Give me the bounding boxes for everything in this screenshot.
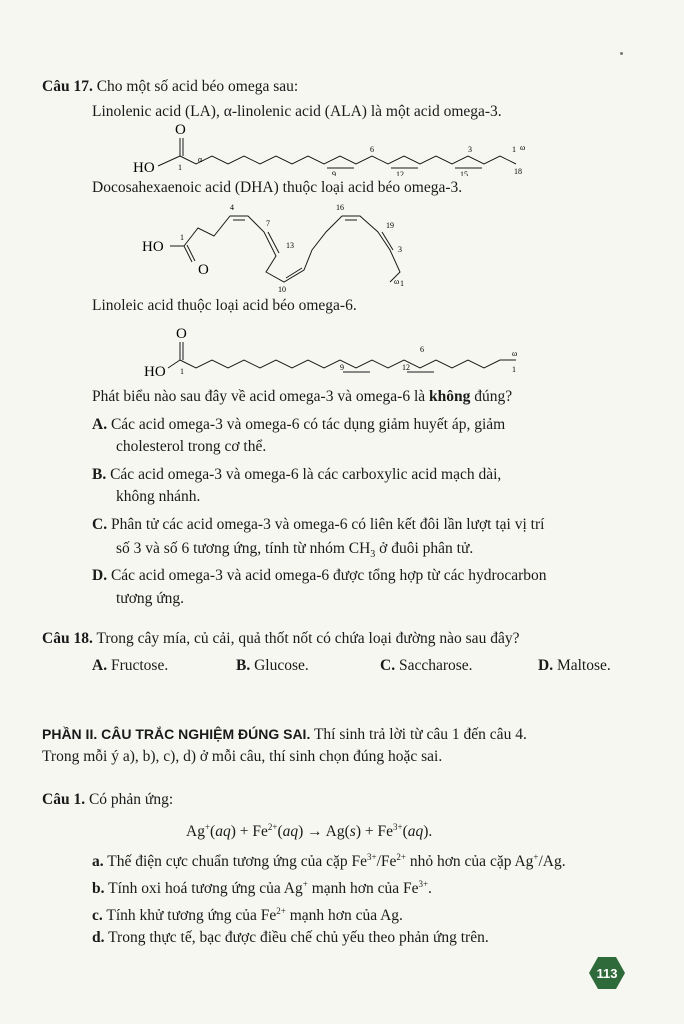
q1-header [42, 790, 173, 810]
dha-omega: ω [394, 277, 400, 286]
page-number-badge [588, 955, 626, 991]
statement-text: Tính khử tương ứng của Fe [106, 907, 277, 925]
part2-intro-2: Trong mỗi ý a), b), c), d) ở mỗi câu, thí sinh chọn đúng hoặc sai. [42, 748, 443, 765]
option-letter: B. [236, 657, 251, 674]
statement-text: nhỏ hơn của cặp Ag [405, 853, 534, 871]
dha-num-19: 19 [386, 221, 394, 230]
dha-num-1: 1 [180, 233, 184, 242]
page-speck [620, 52, 623, 55]
q17-prompt: Cho một số acid béo omega sau: [96, 78, 299, 95]
option-text: Các acid omega-3 và omega-6 có tác dụng giảm huyết áp, giảm [110, 416, 506, 433]
subscript: 3 [370, 549, 376, 561]
q1-statement-a: a. Thế điện cực chuẩn tương ứng của cặp $Fe^{3+}/Fe^{2+}$ nhỏ hơn của cặp Ag+/Ag. [92, 852, 566, 871]
q17-question-bold: không [429, 388, 471, 405]
option-letter: A. [92, 416, 108, 433]
la-num-3: 3 [468, 145, 472, 154]
q18-prompt: Trong cây mía, củ cải, quả thốt nốt có chứa loại đường nào sau đây? [96, 630, 520, 647]
dha-num-omega1: 1 [400, 279, 404, 288]
statement-text: mạnh hơn của Fe [307, 880, 419, 898]
q1-prompt: Có phản ứng: [88, 791, 174, 808]
q17-question-a: Phát biểu nào sau đây về acid omega-3 và omega-6 là [92, 388, 430, 405]
q1-statement-c: c. Tính khử tương ứng của $Fe^{2+}$ mạnh hơn của Ag. [92, 906, 403, 925]
la-num-18: 18 [514, 167, 522, 176]
option-letter: C. [92, 516, 108, 533]
q17-linoleic-text: Linoleic acid thuộc loại acid béo omega-6. [92, 297, 357, 314]
option-text: Glucose. [254, 657, 309, 674]
statement-letter: d. [92, 929, 105, 946]
la-ho-label: HO [133, 160, 155, 176]
q17-option-b-cont: không nhánh. [116, 488, 201, 505]
statement-text: Tính oxi hoá tương ứng của Ag [108, 880, 303, 898]
q18-option-d [538, 656, 611, 676]
statement-letter: a. [92, 853, 104, 871]
q17-option-c-cont [116, 539, 473, 565]
dha-num-10: 10 [278, 285, 286, 294]
q1-reaction-equation: $Ag^+(aq) + Fe^{2+}(aq) \to Ag(s) + Fe^{3+}(aq)$. [186, 822, 433, 841]
linoleic-structure [140, 318, 540, 380]
la-num-9: 9 [332, 170, 336, 176]
option-text: Phân tử các acid omega-3 và omega-6 có liên kết đôi lần lượt tại vị trí [110, 516, 545, 533]
option-letter: C. [380, 657, 396, 674]
lin-num-omega1: 1 [512, 365, 516, 374]
q18-header [42, 629, 519, 649]
q18-option-b [236, 656, 309, 676]
part2-intro-1: Thí sinh trả lời từ câu 1 đến câu 4. [310, 726, 527, 743]
la-o-label: O [175, 122, 186, 138]
q17-option-a-cont: cholesterol trong cơ thể. [116, 438, 267, 455]
dha-o-label: O [198, 262, 209, 278]
la-num-6: 6 [370, 145, 374, 154]
lin-ho-label: HO [144, 364, 166, 380]
option-text: Các acid omega-3 và omega-6 là các carboxylic acid mạch dài, [110, 466, 502, 483]
la-num-alpha: α [198, 155, 203, 164]
statement-text: Thế điện cực chuẩn tương ứng của cặp Fe [107, 853, 368, 871]
statement-text: Trong thực tế, bạc được điều chế chủ yếu theo phản ứng trên. [108, 929, 489, 946]
dha-num-7: 7 [266, 219, 270, 228]
dha-num-13: 13 [286, 241, 294, 250]
page-number: 113 [596, 966, 618, 981]
option-text: ở đuôi phân tử. [375, 540, 474, 557]
part2-header [42, 724, 527, 745]
q18-label: Câu 18. [42, 630, 93, 647]
dha-ho-label: HO [142, 239, 164, 255]
q17-label: Câu 17. [42, 78, 93, 95]
lin-num-12: 12 [402, 363, 410, 372]
option-text: Fructose. [110, 657, 169, 674]
la-num-12: 12 [396, 170, 404, 176]
q17-option-d-cont: tương ứng. [116, 590, 185, 607]
dha-num-3: 3 [398, 245, 402, 254]
option-text: số 3 và số 6 tương ứng, tính từ nhóm CH [116, 540, 371, 557]
q18-option-a [92, 656, 168, 676]
q17-option-d [92, 566, 547, 586]
q1-statement-b: b. Tính oxi hoá tương ứng của Ag+ mạnh hơn của $Fe^{3+}$. [92, 879, 432, 898]
dha-structure [128, 198, 418, 294]
la-num-omega1: 1 [512, 145, 516, 154]
la-structure [128, 120, 538, 176]
lin-num-9: 9 [340, 363, 344, 372]
q17-question [92, 387, 512, 407]
option-text: Maltose. [556, 657, 611, 674]
option-letter: A. [92, 657, 108, 674]
q1-label: Câu 1. [42, 791, 86, 808]
statement-text: /Fe [376, 853, 397, 871]
statement-text: mạnh hơn của Ag. [285, 907, 403, 925]
q1-statement-d [92, 928, 489, 948]
option-text: Các acid omega-3 và acid omega-6 được tổng hợp từ các hydrocarbon [110, 567, 547, 584]
q17-la-text: Linolenic acid (LA), α-linolenic acid (ALA) là một acid omega-3. [92, 103, 502, 120]
lin-num-6: 6 [420, 345, 424, 354]
q17-question-b: đúng? [470, 388, 513, 405]
lin-o-label: O [176, 326, 187, 342]
lin-num-1: 1 [180, 367, 184, 376]
option-letter: D. [538, 657, 554, 674]
statement-text: /Ag. [538, 853, 566, 871]
q17-dha-text: Docosahexaenoic acid (DHA) thuộc loại acid béo omega-3. [92, 179, 463, 196]
option-letter: B. [92, 466, 107, 483]
option-text: Saccharose. [398, 657, 473, 674]
lin-omega: ω [512, 349, 518, 358]
q17-option-a [92, 415, 505, 435]
q17-option-b [92, 465, 501, 485]
option-letter: D. [92, 567, 108, 584]
statement-letter: c. [92, 907, 103, 925]
part2-heading: PHẦN II. CÂU TRẮC NGHIỆM ĐÚNG SAI. [42, 726, 311, 742]
la-omega: ω [520, 143, 526, 152]
q17-option-c [92, 515, 544, 535]
q17-header [42, 77, 298, 97]
dha-num-16: 16 [336, 203, 344, 212]
dha-num-4: 4 [230, 203, 234, 212]
la-num-1: 1 [178, 163, 182, 172]
q18-option-c [380, 656, 473, 676]
statement-letter: b. [92, 880, 105, 898]
statement-text: . [428, 880, 432, 898]
la-num-15: 15 [460, 170, 468, 176]
